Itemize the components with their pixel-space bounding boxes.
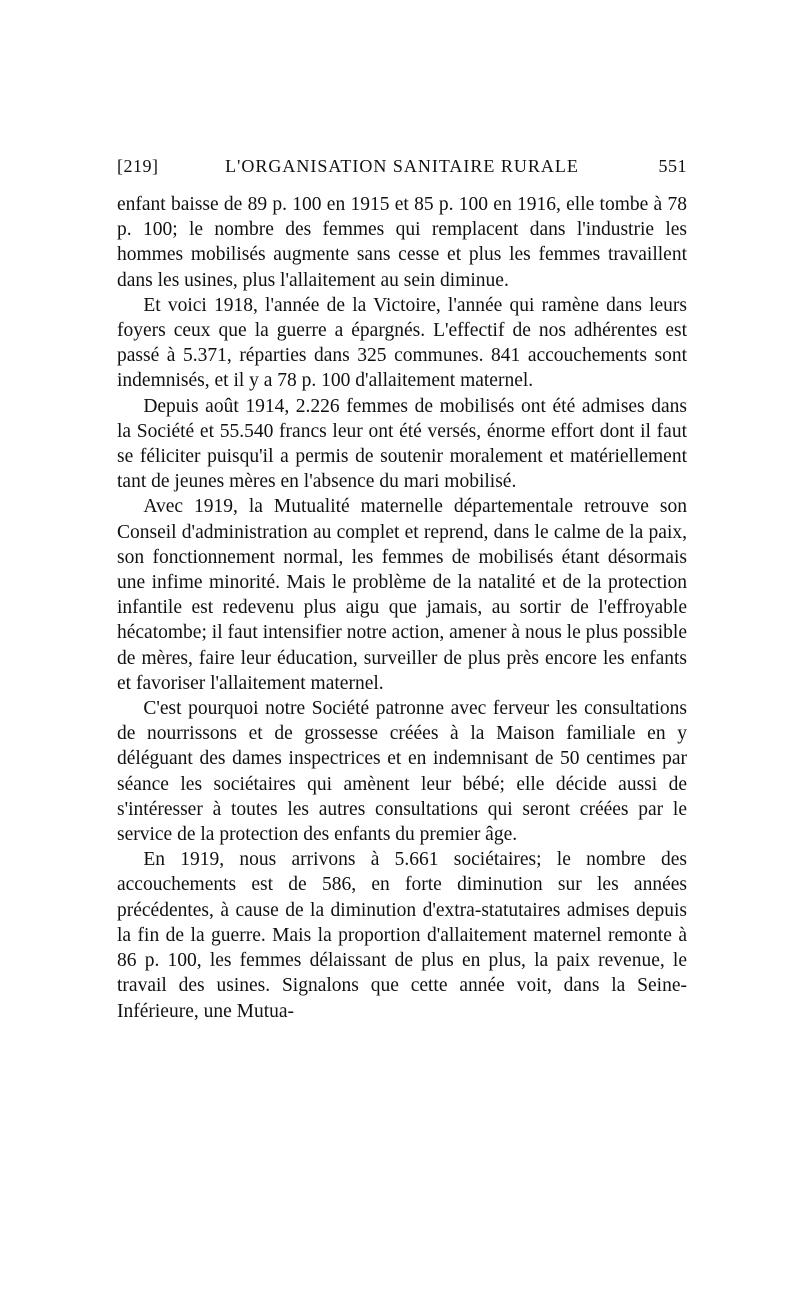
body-text [117,192,687,1024]
paragraph: Et voici 1918, l'année de la Victoire, l'année qui ramène dans leurs foyers ceux que la guerre a épargnés. L'effectif de nos adhérentes est passé à 5.371, réparties dans 325 communes. 841 accouchements sont indemnisés, et il y a 78 p. 100 d'allaitement maternel. [117,294,687,392]
paragraph: C'est pourquoi notre Société patronne avec ferveur les consultations de nourrissons et de grossesse créées à la Maison familiale en y déléguant des dames inspectrices et en indemnisant de 50 centimes par séance les sociétaires qui amènent leur bébé; elle décide aussi de s'intéresser à toutes les autres consultations qui seront créées par le service de la protection des enfants du premier âge. [117,698,687,846]
running-title: L'ORGANISATION SANITAIRE RURALE [225,156,579,176]
paragraph-continued: enfant baisse de 89 p. 100 en 1915 et 85 p. 100 en 1916, elle tombe à 78 p. 100; le nombre des femmes qui remplacent dans l'industrie les hommes mobilisés augmente sans cesse et plus les femmes travaillent dans les usines, plus l'allaitement au sein diminue. [117,194,687,291]
running-header [117,150,687,180]
section-number: [219] [117,156,159,176]
paragraph: En 1919, nous arrivons à 5.661 sociétaires; le nombre des accouchements est de 586, en forte diminution sur les années précédentes, à cause de la diminution d'extra-statutaires admises depuis la fin de la guerre. Mais la proportion d'allaitement maternel remonte à 86 p. 100, les femmes délaissant de plus en plus, la paix revenue, le travail des usines. Signalons que cette année voit, dans la Seine-Inférieure, une Mutua- [117,849,687,1022]
page-number: 551 [658,156,687,176]
book-page [117,150,687,1024]
paragraph: Avec 1919, la Mutualité maternelle départementale retrouve son Conseil d'administration au complet et reprend, dans le calme de la paix, son fonctionnement normal, les femmes de mobilisés étant désormais une infime minorité. Mais le problème de la natalité et de la protection infantile est redevenu plus aigu que jamais, au sortir de l'effroyable hécatombe; il faut intensifier notre action, amener à nous le plus possible de mères, faire leur éducation, surveiller de plus près encore les enfants et favoriser l'allaitement maternel. [117,496,687,694]
paragraph: Depuis août 1914, 2.226 femmes de mobilisés ont été admises dans la Société et 55.540 francs leur ont été versés, énorme effort dont il faut se féliciter puisqu'il a permis de soutenir moralement et matériellement tant de jeunes mères en l'absence du mari mobilisé. [117,395,687,493]
